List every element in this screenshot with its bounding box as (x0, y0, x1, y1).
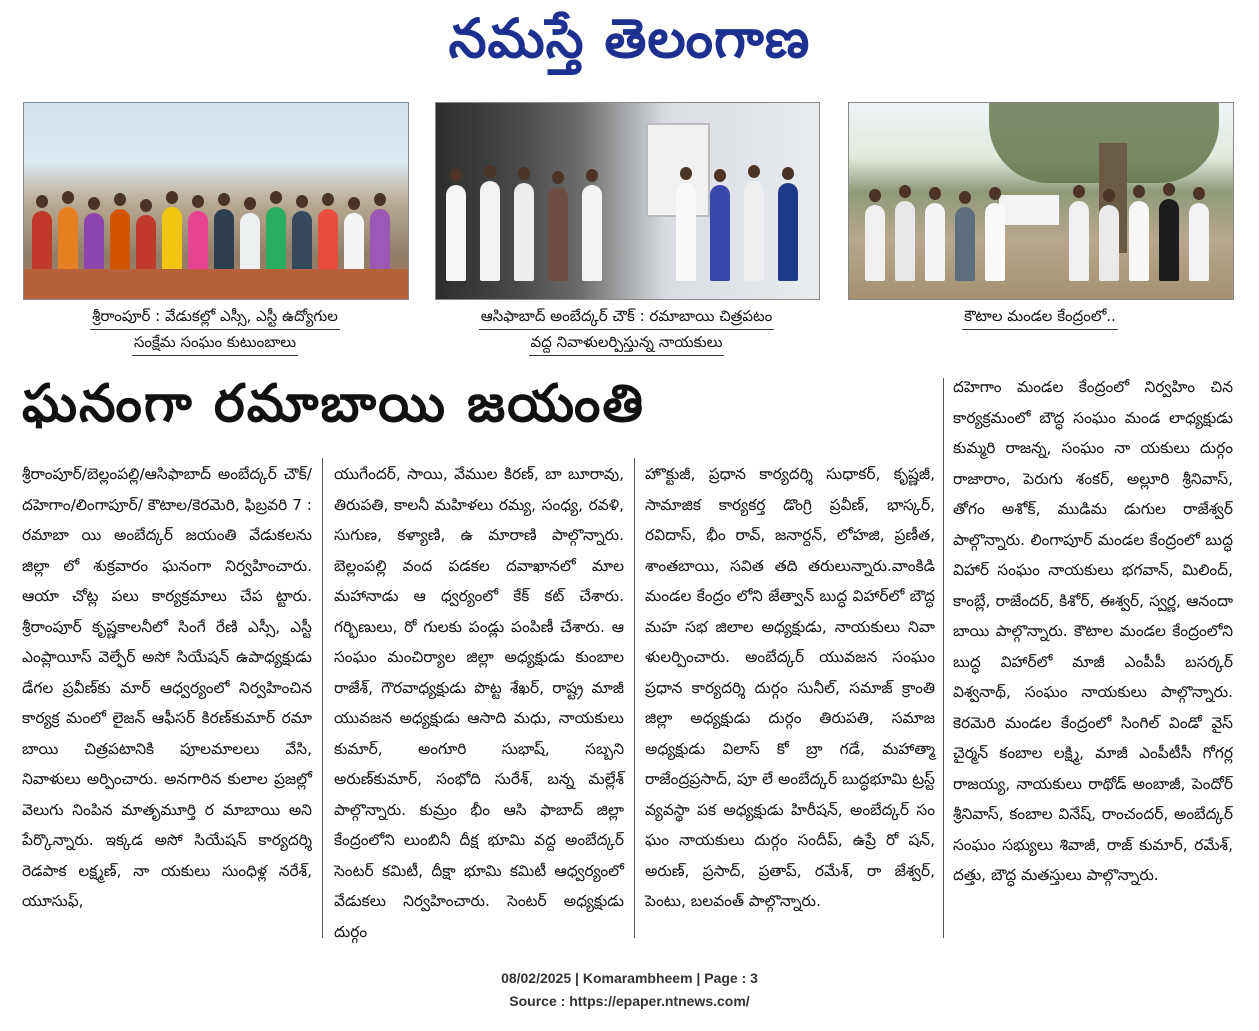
footer-date-page: 08/02/2025 | Komarambheem | Page : 3 (501, 970, 758, 986)
column-divider (634, 458, 635, 938)
caption-line: సంక్షేమ సంఘం కుటుంబాలు (132, 330, 298, 356)
photo-kautala-gathering (848, 102, 1234, 300)
column-divider (322, 458, 323, 938)
article-column-4: దహెగాం మండల కేంద్రంలో నిర్వహిం చిన కార్యక్రమంలో బౌద్ధ సంఘం మండ లాధ్యక్షుడు కుమ్మరి రాజన్న, సంఘం నా యకులు దుర్గం రాజారాం, పెరుగు శంకర్, అల్లూరి శ్రీనివాస్, తోగం అశోక్, ముడిమ డుగుల రాజేశ్వర్ పాల్గొన్నారు. లింగాపూర్ మండల కేంద్రంలో బుద్ధ విహార్ సంఘం నాయకులు భగవాన్, మిలింద్, కాంబ్లే, రాజేందర్, కిశోర్, ఈశ్వర్, స్వర్ణ, ఆనందా బాయి పాల్గొన్నారు. కౌటాల మండల కేంద్రంలోని బుద్ధ విహార్‌లో మాజీ ఎంపీపీ బసర్కర్ విశ్వనాథ్, సంఘం నాయకులు పాల్గొన్నారు. కెరమెరి మండల కేంద్రంలో సింగిల్ విండో వైస్ చైర్మన్ కంబాల లక్ష్మి, మాజీ ఎంపీటీసీ గోగర్ల రాజయ్య, నాయకులు రాథోడ్ అంబాజీ, పెందోర్ శ్రీనివాస్, కంబాల వినేష్, రాంచందర్, అంబేద్కర్ సంఘం సభ్యులు శివాజీ, రాజ్ కుమార్, రమేశ్, దత్తు, బౌద్ధ మతస్తులు పాల్గొన్నారు. (953, 378, 1233, 884)
caption-line: శ్రీరాంపూర్ : వేడుకల్లో ఎస్సీ, ఎస్టీ ఉద్యోగుల (90, 304, 340, 330)
caption-photo-3 (848, 304, 1232, 330)
footer-source-link[interactable]: Source : https://epaper.ntnews.com/ (509, 993, 750, 1009)
headline: ఘనంగా రమాబాయి జయంతి (22, 374, 646, 434)
column-divider (943, 378, 944, 938)
article-column-2: యుగేందర్, సాయి, వేముల కిరణ్, బా బూరావు, తిరుపతి, కాలనీ మహిళలు రమ్య, సంధ్య, రవళి, సుగుణ, కళ్యాణి, ఉ మారాణి పాల్గొన్నారు. బెల్లంపల్లి వంద పడకల దవాఖానలో మాల మహానాడు ఆ ధ్వర్యంలో కేక్ కట్ చేశారు. గర్భిణులు, రో గులకు పండ్లు పంపిణీ చేశారు. ఆ సంఘం మంచిర్యాల జిల్లా అధ్యక్షుడు కుంబాల రాజేశ్, గౌరవాధ్యక్షుడు పొట్ట శేఖర్, రాష్ట్ర మాజీ యువజన అధ్యక్షుడు ఆసాది మధు, నాయకులు కుమార్, అంగూరి సుభాష్, సబ్బని అరుణ్‌కుమార్, సంభోది సురేశ్, బన్న మల్లేశ్ పాల్గొన్నారు. కుమ్రం భీం ఆసి ఫాబాద్ జిల్లా కేంద్రంలోని లుంబినీ దీక్ష భూమి వద్ద అంబేద్కర్ సెంటర్ కమిటీ, దీక్షా భూమి కమిటీ ఆధ్వర్యంలో వేడుకలు నిర్వహించారు. సెంటర్ అధ్యక్షుడు దుర్గం (334, 465, 624, 941)
masthead (0, 0, 1259, 82)
caption-line: కౌటాల మండల కేంద్రంలో.. (962, 304, 1118, 330)
caption-line: ఆసిఫాబాద్ అంబేద్కర్ చౌక్ : రమాబాయి చిత్రపటం (479, 304, 774, 330)
caption-photo-2 (435, 304, 818, 356)
newspaper-title: నమస్తే తెలంగాణ (448, 6, 811, 70)
article-column-1: శ్రీరాంపూర్/బెల్లంపల్లి/ఆసిఫాబాద్ అంబేద్కర్ చౌక్/దహెగాం/లింగాపూర్/ కౌటాల/కెరమెరి, ఫిబ్రవరి 7 : రమాబా యి అంబేద్కర్ జయంతి వేడుకలను జిల్లా లో శుక్రవారం ఘనంగా నిర్వహించారు. ఆయా చోట్ల పలు కార్యక్రమాలు చేప ట్టారు. శ్రీరాంపూర్ కృష్ణకాలనీలో సింగే రేణి ఎస్సీ, ఎస్టీ ఎంప్లాయీస్ వెల్ఫేర్ అసో సియేషన్ ఉపాధ్యక్షుడు డేగల ప్రవీణ్‌కు మార్ ఆధ్వర్యంలో నిర్వహించిన కార్యక్ర మంలో లైజన్ ఆఫీసర్ కిరణ్‌కుమార్ రమా బాయి చిత్రపటానికి పూలమాలలు వేసి, నివాళులు అర్పించారు. అనగారిన కులాల ప్రజల్లో వెలుగు నింపిన మాతృమూర్తి ర మాబాయి అని పేర్కొన్నారు. ఇక్కడ అసో సియేషన్ కార్యదర్శి రెడపాక లక్ష్మణ్, నా యకులు సుంధిళ్ల నరేశ్, యూసుఫ్, (22, 465, 312, 910)
photo-sriramapur-gathering (23, 102, 409, 300)
caption-line: వద్ద నివాళులర్పిస్తున్న నాయకులు (529, 330, 725, 356)
photo-asifabad-tribute (435, 102, 820, 300)
caption-photo-1 (23, 304, 407, 356)
article-column-3: హొక్టుజీ, ప్రధాన కార్యదర్శి సుధాకర్, కృష్ణజీ, సామాజిక కార్యకర్త డొంగ్రి ప్రవీణ్, భాస్కర్, రవిదాస్, భీం రావ్, జనార్దన్, లోహజి, ప్రణీత, శాంతబాయి, సవిత తది తరులున్నారు.వాంకిడి మండల కేంద్రం లోని జేత్వాన్ బుద్ధ విహార్‌లో బౌద్ధ మహ సభ జిలాల అధ్యక్షుడు, నాయకులు నివా ళులర్పించారు. అంబేద్కర్ యువజన సంఘం ప్రధాన కార్యదర్శి దుర్గం సునీల్, సమాజ్ క్రాంతి జిల్లా అధ్యక్షుడు దుర్గం తిరుపతి, సమాజ అధ్యక్షుడు విలాస్ కో బ్రా గడే, మహాత్మా రాజేంద్రప్రసాద్, పూ లే అంబేద్కర్ బుద్ధభూమి ట్రస్ట్ వ్యవస్థా పక అధ్యక్షుడు హిరీషన్, అంబేద్కర్ సం ఘం నాయకులు దుర్గం సందీప్, ఉప్రే రో షన్, అరుణ్, ప్రసాద్, ప్రతాప్, రమేశ్, రా జేశ్వర్, పెంటు, బలవంత్ పాల్గొన్నారు. (645, 465, 935, 910)
